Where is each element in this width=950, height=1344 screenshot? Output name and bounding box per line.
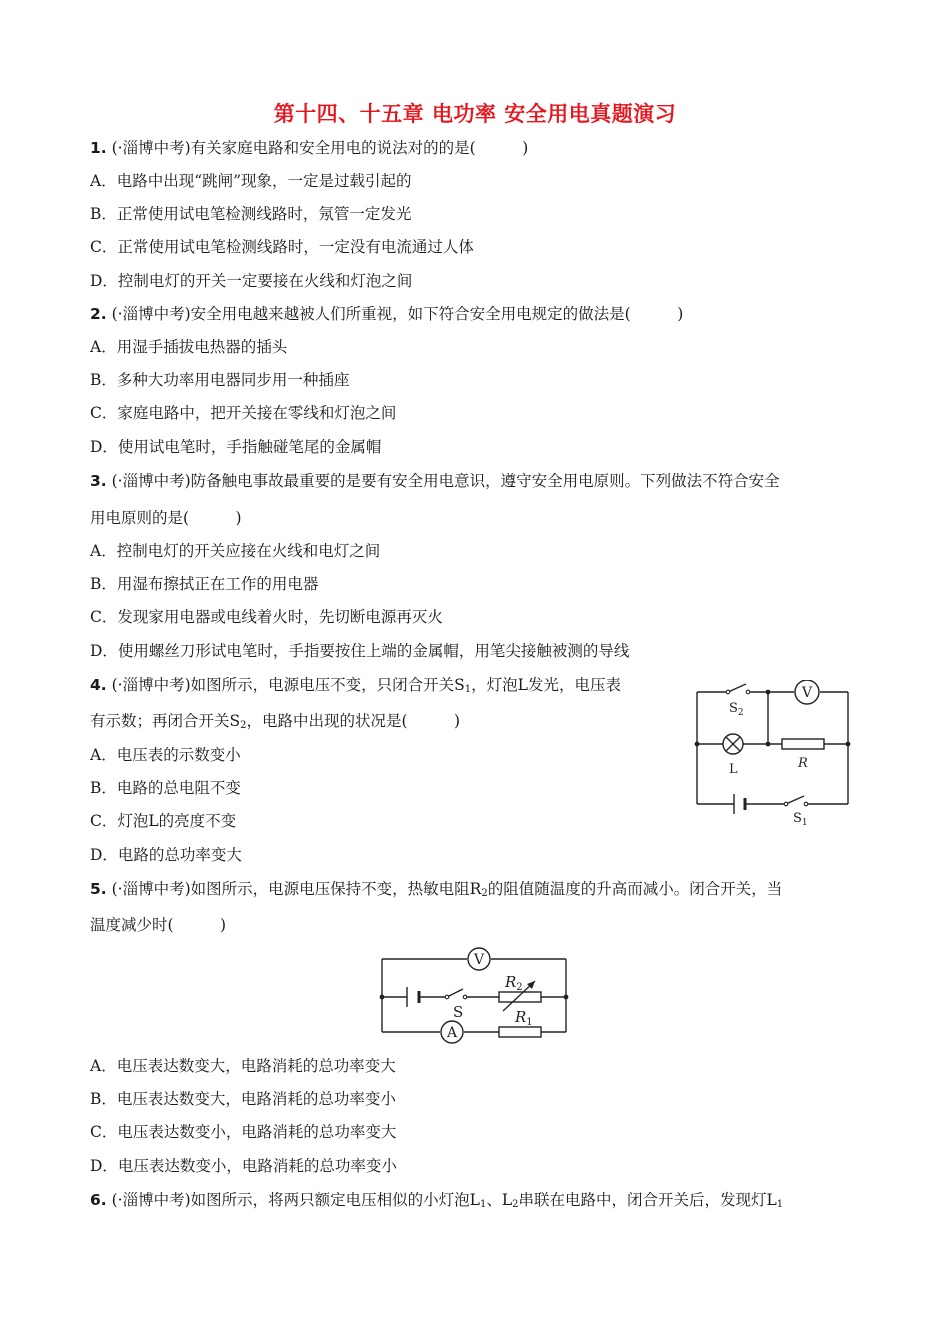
question-6-stem [90, 1190, 783, 1215]
subscript: 1 [776, 1199, 784, 1210]
r1-label: $R_1$ [515, 1008, 533, 1028]
option-d: D．电压表达数变小，电路消耗的总功率变小 [90, 1157, 397, 1175]
question-4-stem [90, 675, 621, 700]
circuit-diagram-q5 [375, 945, 575, 1045]
question-text: ，灯泡L发光，电压表 [471, 676, 621, 694]
switch-s2-blade [728, 684, 746, 692]
question-text: (·淄博中考)如图所示，将两只额定电压相似的小灯泡L [111, 1191, 480, 1209]
question-text: (·淄博中考)有关家庭电路和安全用电的说法对的的是( ) [111, 139, 529, 157]
resistor-icon [499, 1027, 541, 1037]
option-b: B．正常使用试电笔检测线路时，氖管一定发光 [90, 205, 412, 223]
option-c: C．家庭电路中，把开关接在零线和灯泡之间 [90, 404, 397, 422]
option-a: A．用湿手插拔电热器的插头 [90, 338, 288, 356]
switch-s-label: S [453, 1003, 464, 1021]
option-b: B．电路的总电阻不变 [90, 779, 241, 797]
question-5-stem [90, 879, 782, 904]
ammeter-label: A [446, 1025, 458, 1041]
page-title: 第十四、十五章 电功率 安全用电真题演习 [273, 102, 677, 126]
option-d: D．使用试电笔时，手指触碰笔尾的金属帽 [90, 438, 382, 456]
lamp-icon [723, 734, 743, 754]
switch-s1-blade [786, 796, 804, 804]
question-text: 、L [486, 1191, 513, 1209]
option-b: B．电压表达数变大，电路消耗的总功率变小 [90, 1090, 396, 1108]
question-text: ，电路中出现的状况是( ) [246, 712, 461, 730]
option-b: B．多种大功率用电器同步用一种插座 [90, 371, 350, 389]
question-text: 有示数；再闭合开关S [90, 712, 241, 730]
question-text: 的阻值随温度的升高而减小。闭合开关，当 [487, 880, 783, 898]
switch-s1-label: $S_1$ [793, 811, 808, 828]
question-3-stem-cont: 用电原则的是( ) [90, 509, 242, 527]
question-number: 1. [90, 139, 107, 157]
question-number: 4. [90, 676, 107, 694]
option-a: A．电压表达数变大，电路消耗的总功率变大 [90, 1057, 396, 1075]
switch-s-blade [447, 989, 463, 997]
question-text: 串联在电路中，闭合开关后，发现灯L [518, 1191, 777, 1209]
question-number: 3. [90, 472, 107, 490]
lamp-label: L [729, 762, 738, 777]
question-2-stem [90, 304, 683, 324]
option-c: C．发现家用电器或电线着火时，先切断电源再灭火 [90, 608, 443, 626]
option-a: A．控制电灯的开关应接在火线和电灯之间 [90, 542, 381, 560]
question-3-stem [90, 471, 780, 491]
option-a: A．电压表的示数变小 [90, 746, 241, 764]
question-4-stem-cont [90, 711, 460, 736]
circuit-diagram-q4 [690, 680, 860, 830]
r2-label: $R_2$ [505, 973, 523, 993]
question-1-stem [90, 138, 528, 158]
subscript: 1 [479, 1199, 487, 1210]
switch-s2-label: $S_2$ [729, 701, 744, 718]
voltmeter-label: V [801, 685, 813, 701]
subscript: 1 [464, 684, 472, 695]
question-5-stem-cont: 温度减少时( ) [90, 916, 227, 934]
subscript: 2 [240, 720, 247, 731]
question-number: 5. [90, 880, 107, 898]
question-text: (·淄博中考)安全用电越来越被人们所重视，如下符合安全用电规定的做法是( ) [111, 305, 684, 323]
resistor-label: R [798, 756, 808, 771]
option-c: C．电压表达数变小，电路消耗的总功率变大 [90, 1123, 397, 1141]
option-b: B．用湿布擦拭正在工作的用电器 [90, 575, 319, 593]
question-number: 6. [90, 1191, 107, 1209]
thermistor-icon [499, 992, 541, 1002]
option-c: C．灯泡L的亮度不变 [90, 812, 237, 830]
option-d: D．使用螺丝刀形试电笔时，手指要按住上端的金属帽，用笔尖接触被测的导线 [90, 642, 630, 660]
question-text: (·淄博中考)如图所示，电源电压保持不变，热敏电阻R [111, 880, 482, 898]
battery-icon [734, 794, 745, 814]
question-text: (·淄博中考)如图所示，电源电压不变，只闭合开关S [111, 676, 465, 694]
option-d: D．电路的总功率变大 [90, 846, 242, 864]
battery-icon [407, 987, 419, 1007]
option-d: D．控制电灯的开关一定要接在火线和灯泡之间 [90, 272, 413, 290]
subscript: 2 [481, 888, 488, 899]
option-c: C．正常使用试电笔检测线路时，一定没有电流通过人体 [90, 238, 474, 256]
voltmeter-label: V [473, 952, 485, 968]
subscript: 2 [512, 1199, 519, 1210]
question-number: 2. [90, 305, 107, 323]
resistor-icon [782, 739, 824, 749]
option-a: A．电路中出现“跳闸”现象，一定是过载引起的 [90, 172, 412, 190]
question-text: (·淄博中考)防备触电事故最重要的是要有安全用电意识，遵守安全用电原则。下列做法不符合安全 [111, 472, 780, 490]
